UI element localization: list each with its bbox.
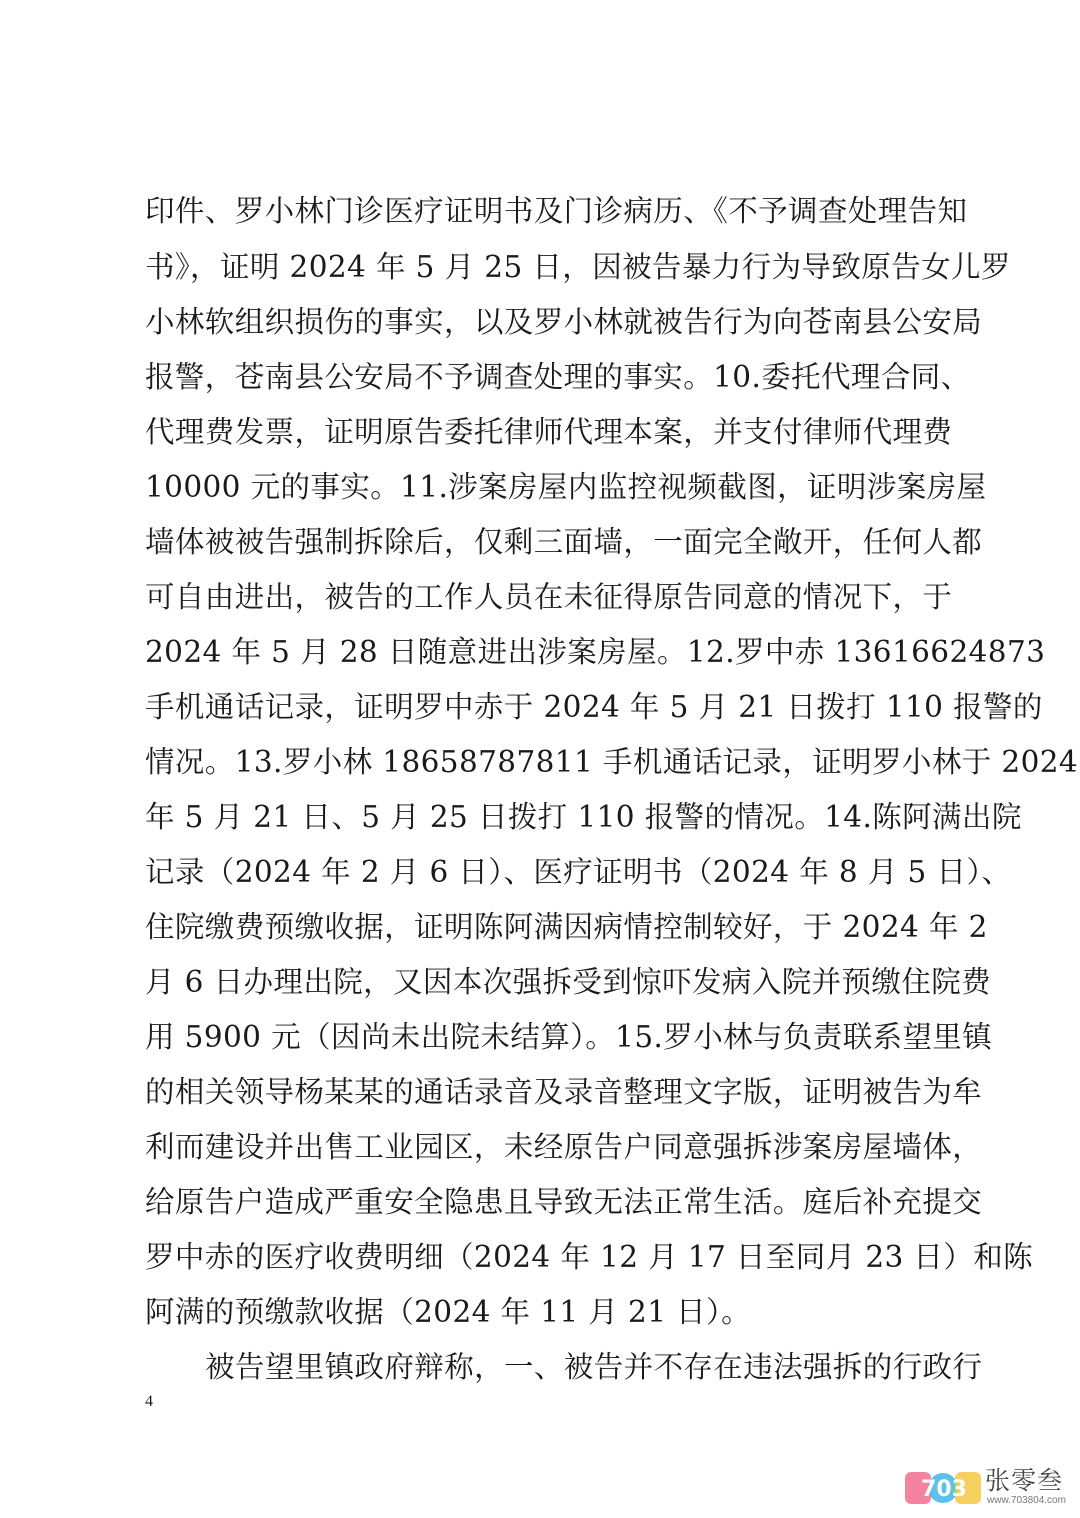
body-text-line: 的相关领导杨某某的通话录音及录音整理文字版，证明被告为牟 xyxy=(145,1075,983,1109)
body-text-line: 报警，苍南县公安局不予调查处理的事实。10.委托代理合同、 xyxy=(145,360,971,394)
body-text-line: 情况。13.罗小林 18658787811 手机通话记录，证明罗小林于 2024 xyxy=(145,745,1079,779)
body-text-line: 给原告户造成严重安全隐患且导致无法正常生活。庭后补充提交 xyxy=(145,1185,983,1219)
body-text-line: 墙体被被告强制拆除后，仅剩三面墙，一面完全敞开，任何人都 xyxy=(145,525,983,559)
paragraph-start-line: 被告望里镇政府辩称，一、被告并不存在违法强拆的行政行 xyxy=(205,1350,983,1384)
body-text-line: 罗中赤的医疗收费明细（2024 年 12 月 17 日至同月 23 日）和陈 xyxy=(145,1240,1034,1274)
body-text-line: 利而建设并出售工业园区，未经原告户同意强拆涉案房屋墙体， xyxy=(145,1130,983,1164)
body-text-line: 月 6 日办理出院，又因本次强拆受到惊吓发病入院并预缴住院费 xyxy=(145,965,992,999)
watermark xyxy=(905,1466,1065,1510)
watermark-logo-text: 703 xyxy=(921,1477,967,1502)
body-text-line: 代理费发票，证明原告委托律师代理本案，并支付律师代理费 xyxy=(145,415,953,449)
body-text-line: 用 5900 元（因尚未出院未结算）。15.罗小林与负责联系望里镇 xyxy=(145,1020,993,1054)
body-text-line: 2024 年 5 月 28 日随意进出涉案房屋。12.罗中赤 13616624873 xyxy=(145,635,1046,669)
watermark-logo-icon xyxy=(905,1470,983,1506)
body-text-line: 可自由进出，被告的工作人员在未征得原告同意的情况下，于 xyxy=(145,580,953,614)
body-text-line: 书》，证明 2024 年 5 月 25 日，因被告暴力行为导致原告女儿罗 xyxy=(145,250,1011,284)
body-text-line: 年 5 月 21 日、5 月 25 日拨打 110 报警的情况。14.陈阿满出院 xyxy=(145,800,1022,834)
watermark-url: www.703804.com xyxy=(987,1495,1066,1506)
body-text-line: 住院缴费预缴收据，证明陈阿满因病情控制较好，于 2024 年 2 xyxy=(145,910,988,944)
body-text-line: 小林软组织损伤的事实，以及罗小林就被告行为向苍南县公安局 xyxy=(145,305,983,339)
watermark-name: 张零叁 xyxy=(985,1466,1064,1495)
body-text-line: 印件、罗小林门诊医疗证明书及门诊病历、《不予调查处理告知 xyxy=(145,194,968,228)
body-text-line: 10000 元的事实。11.涉案房屋内监控视频截图，证明涉案房屋 xyxy=(145,470,987,504)
body-text-line: 手机通话记录，证明罗中赤于 2024 年 5 月 21 日拨打 110 报警的 xyxy=(145,690,1043,724)
body-text-line: 阿满的预缴款收据（2024 年 11 月 21 日）。 xyxy=(145,1295,752,1329)
page-number: 4 xyxy=(145,1393,153,1410)
body-text-line: 记录（2024 年 2 月 6 日）、医疗证明书（2024 年 8 月 5 日）、 xyxy=(145,855,1012,889)
